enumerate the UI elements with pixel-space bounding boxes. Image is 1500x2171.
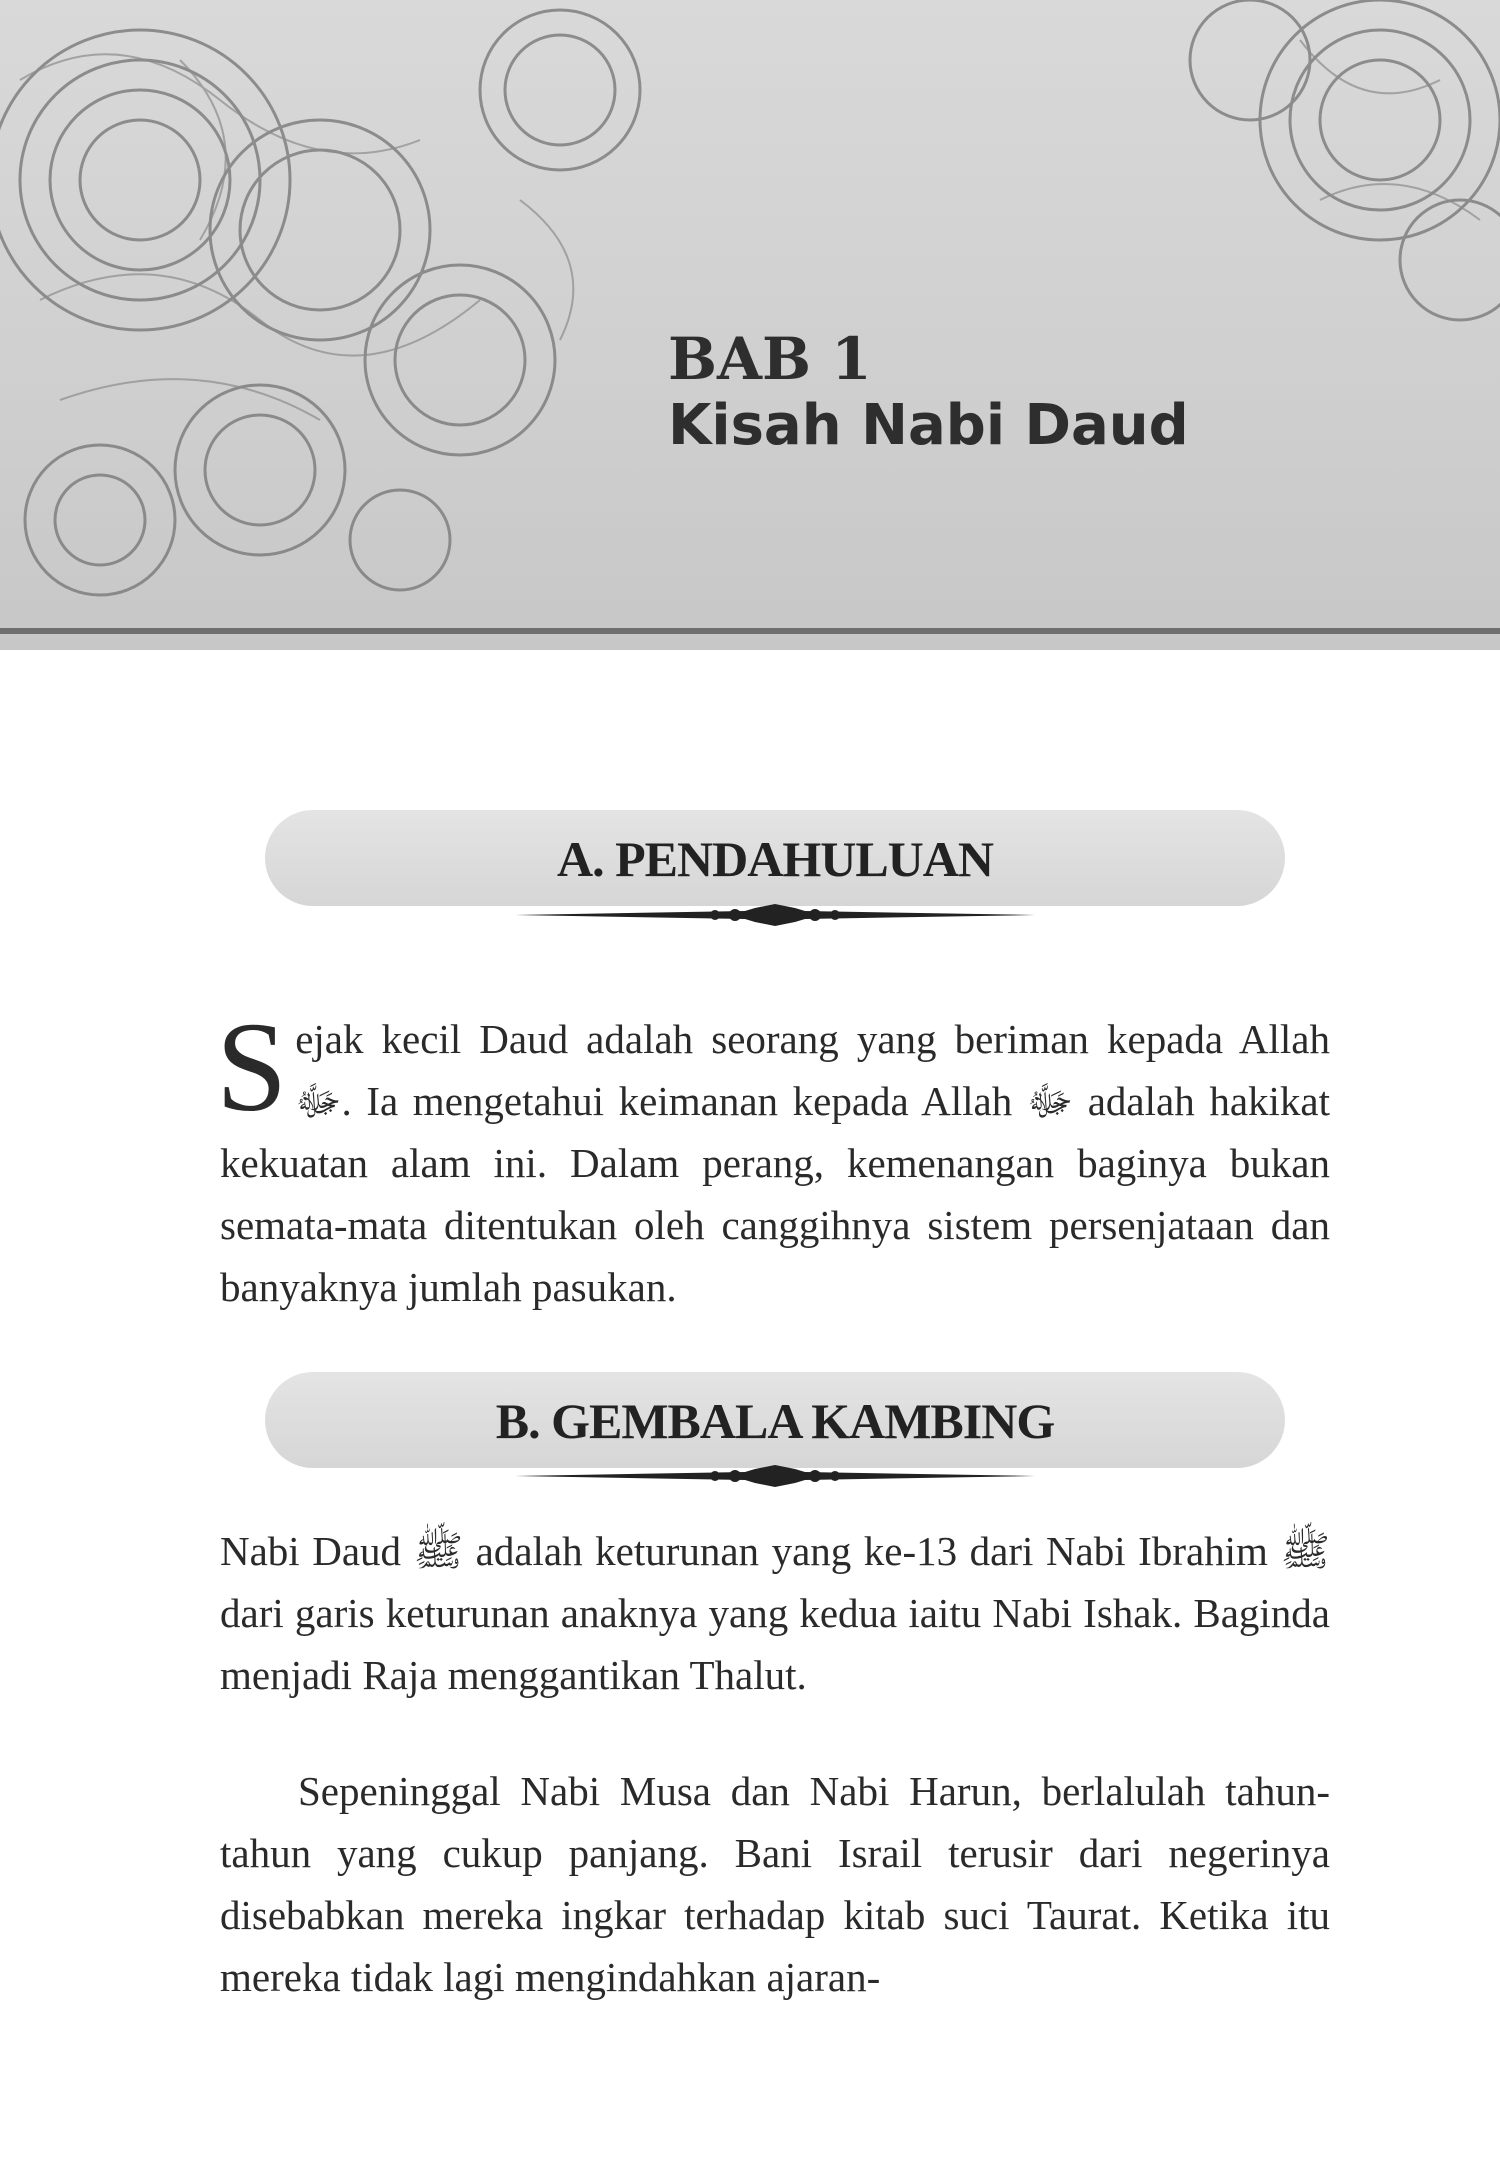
paragraph-text: ejak kecil Daud adalah seorang yang beriman kepada Allah ﷻ. Ia mengetahui keimanan kepada Allah ﷻ adalah hakikat kekuatan alam ini. Dalam perang, kemenangan baginya bukan semata-mata ditentukan oleh canggihnya sistem persenjataan dan banyaknya jumlah pasukan. xyxy=(220,1016,1330,1310)
divider-ornament-icon xyxy=(515,1461,1035,1491)
section-heading-text: A. PENDAHULUAN xyxy=(557,831,993,887)
divider-ornament-icon xyxy=(515,900,1035,930)
chapter-label: BAB 1 xyxy=(668,325,872,393)
paragraph-intro xyxy=(216,996,1330,1318)
drop-cap: S xyxy=(216,996,288,1138)
chapter-title: Kisah Nabi Daud xyxy=(668,393,1189,458)
section-heading-text: B. GEMBALA KAMBING xyxy=(495,1393,1055,1449)
section-heading-pendahuluan xyxy=(265,810,1285,906)
section-heading-gembala-kambing xyxy=(265,1372,1285,1468)
paragraph-lineage: Nabi Daud ﷺ adalah keturunan yang ke-13 dari Nabi Ibrahim ﷺ dari garis keturunan anaknya yang kedua iaitu Nabi Ishak. Baginda menjadi Raja menggantikan Thalut. xyxy=(220,1528,1330,1698)
header-divider-line xyxy=(0,628,1500,634)
chapter-header-band xyxy=(0,0,1500,650)
paragraph-history: Sepeninggal Nabi Musa dan Nabi Harun, berlalulah tahun-tahun yang cukup panjang. Bani Israil terusir dari negerinya disebabkan mereka ingkar terhadap kitab suci Taurat. Ketika itu mereka tidak lagi mengindahkan ajaran- xyxy=(220,1768,1330,2000)
